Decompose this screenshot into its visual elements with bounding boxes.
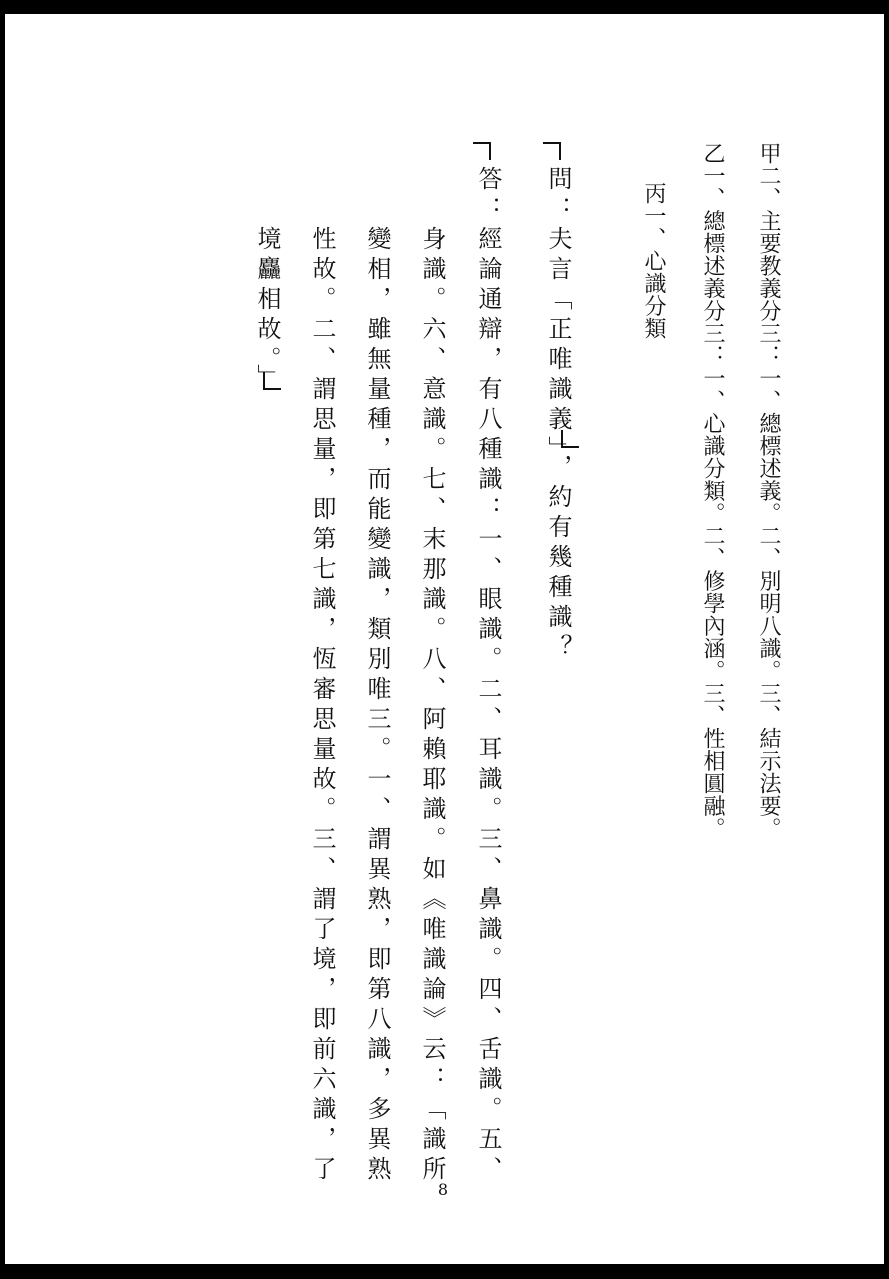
answer-bracket-open	[473, 142, 491, 160]
question-text: 問：夫言「正唯識義」，約有幾種識？	[544, 166, 572, 664]
answer-bracket-close	[263, 372, 281, 390]
question-bracket-open	[543, 142, 561, 160]
page-number: 8	[437, 1180, 449, 1199]
document-page	[5, 14, 884, 1264]
heading-yi1: 乙一、總標述義分三：一、心識分類。二、修學內涵。三、性相圓融。	[700, 142, 725, 840]
question-bracket-close	[561, 430, 579, 448]
answer-line-5: 境麤相故。」	[253, 226, 281, 394]
answer-line-3: 變相，雖無量種，而能變識，類別唯三。一、謂異熟，即第八識，多異熟	[363, 226, 391, 1186]
heading-bing1: 丙一、心識分類	[641, 182, 666, 340]
answer-line-2: 身識。六、意識。七、末那識。八、阿賴耶識。如《唯識論》云：「識所	[418, 226, 446, 1186]
answer-line-1: 答：經論通辯，有八種識：一、眼識。二、耳識。三、鼻識。四、舌識。五、	[474, 166, 502, 1186]
heading-jia2: 甲二、主要教義分三：一、總標述義。二、別明八識。三、結示法要。	[756, 142, 781, 840]
answer-line-4: 性故。二、謂思量，即第七識，恆審思量故。三、謂了境，即前六識，了	[308, 226, 336, 1186]
